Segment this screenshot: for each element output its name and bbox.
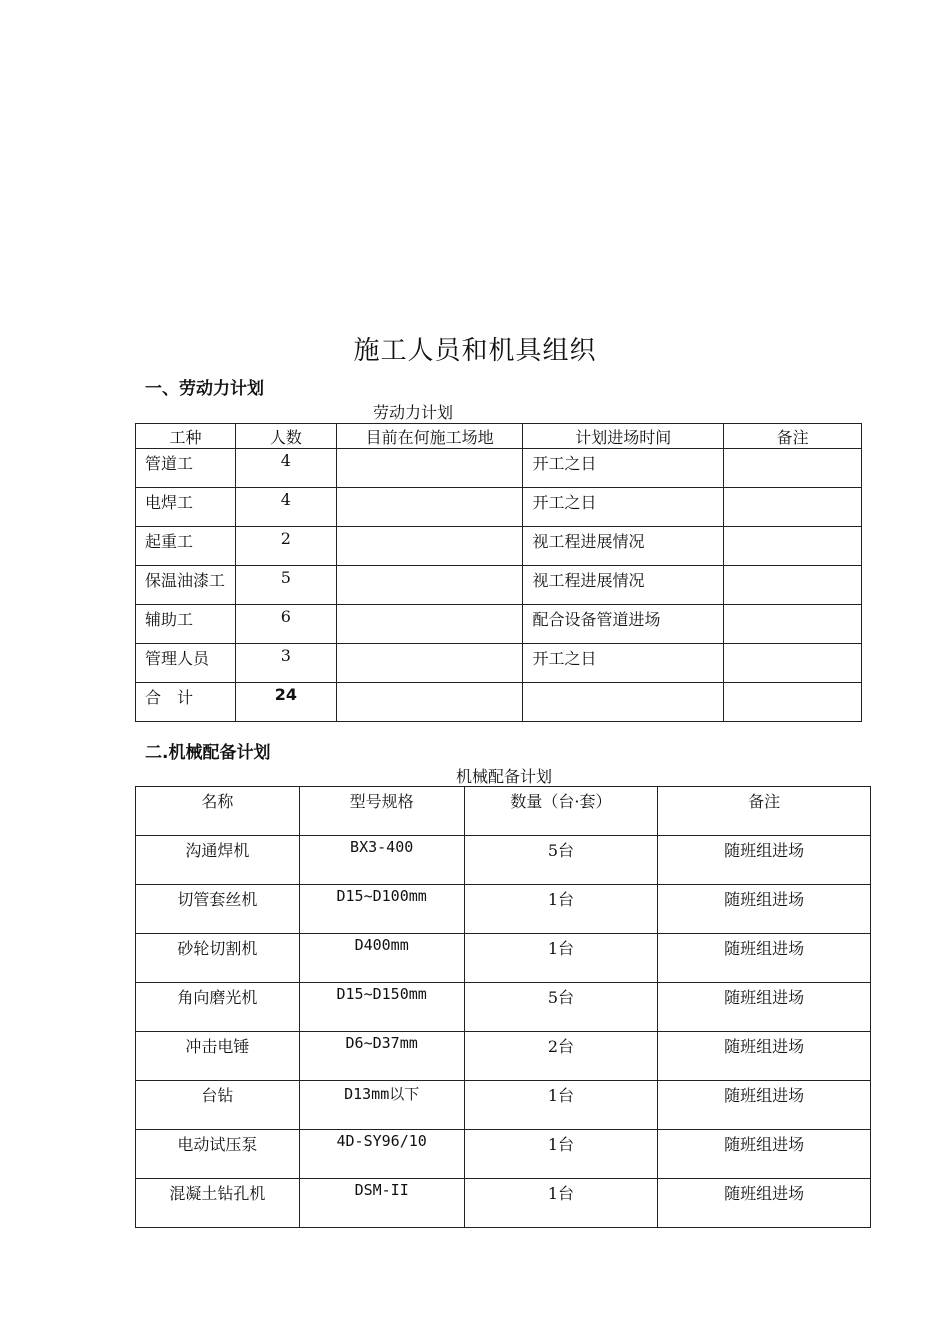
remarks-cell: 随班组进场	[658, 1032, 871, 1081]
machinery-plan-heading: 二.机械配备计划	[145, 743, 271, 763]
model-spec-cell: 4D-SY96/10	[299, 1130, 464, 1179]
labor-plan-heading: 一、劳动力计划	[145, 379, 264, 399]
quantity-cell: 1台	[464, 885, 658, 934]
quantity-cell: 1台	[464, 934, 658, 983]
site-cell	[336, 605, 523, 644]
quantity-cell: 1台	[464, 1130, 658, 1179]
entry-time-cell: 开工之日	[523, 488, 724, 527]
site-cell	[336, 488, 523, 527]
remarks-cell: 随班组进场	[658, 934, 871, 983]
machinery-plan-table	[135, 786, 871, 1228]
table-row	[136, 605, 862, 644]
remarks-cell	[724, 488, 862, 527]
quantity-cell: 1台	[464, 1081, 658, 1130]
entry-time-cell: 配合设备管道进场	[523, 605, 724, 644]
remarks-cell: 随班组进场	[658, 1081, 871, 1130]
table-row	[136, 566, 862, 605]
table-row	[136, 1081, 871, 1130]
table-row	[136, 1032, 871, 1081]
table-row	[136, 836, 871, 885]
entry-time-cell	[523, 683, 724, 722]
header-model-spec: 型号规格	[299, 787, 464, 836]
remarks-cell: 随班组进场	[658, 885, 871, 934]
remarks-cell: 随班组进场	[658, 1179, 871, 1228]
total-label: 合 计	[136, 683, 236, 722]
model-spec-cell: D15~D100mm	[299, 885, 464, 934]
remarks-cell: 随班组进场	[658, 1130, 871, 1179]
entry-time-cell: 视工程进展情况	[523, 566, 724, 605]
headcount-cell: 4	[235, 488, 336, 527]
headcount-cell: 5	[235, 566, 336, 605]
remarks-cell	[724, 683, 862, 722]
header-remarks: 备注	[658, 787, 871, 836]
model-spec-cell: BX3-400	[299, 836, 464, 885]
table-header-row	[136, 787, 871, 836]
machine-name-cell: 混凝土钻孔机	[136, 1179, 300, 1228]
labor-table-caption: 劳动力计划	[373, 403, 454, 422]
remarks-cell	[724, 566, 862, 605]
quantity-cell: 5台	[464, 836, 658, 885]
remarks-cell	[724, 644, 862, 683]
table-row	[136, 488, 862, 527]
header-headcount: 人数	[235, 424, 336, 449]
entry-time-cell: 开工之日	[523, 644, 724, 683]
machine-name-cell: 切管套丝机	[136, 885, 300, 934]
header-machine-name: 名称	[136, 787, 300, 836]
table-row	[136, 449, 862, 488]
remarks-cell	[724, 605, 862, 644]
trade-cell: 辅助工	[136, 605, 236, 644]
headcount-cell: 2	[235, 527, 336, 566]
machine-name-cell: 砂轮切割机	[136, 934, 300, 983]
table-row	[136, 1179, 871, 1228]
entry-time-cell: 开工之日	[523, 449, 724, 488]
entry-time-cell: 视工程进展情况	[523, 527, 724, 566]
headcount-cell: 3	[235, 644, 336, 683]
site-cell	[336, 566, 523, 605]
table-row	[136, 527, 862, 566]
machine-name-cell: 冲击电锤	[136, 1032, 300, 1081]
header-trade: 工种	[136, 424, 236, 449]
model-spec-cell: D400mm	[299, 934, 464, 983]
page-title: 施工人员和机具组织	[353, 336, 597, 366]
header-entry-time: 计划进场时间	[523, 424, 724, 449]
table-row	[136, 983, 871, 1032]
machine-name-cell: 电动试压泵	[136, 1130, 300, 1179]
remarks-cell	[724, 449, 862, 488]
machine-name-cell: 台钻	[136, 1081, 300, 1130]
model-spec-cell: D6~D37mm	[299, 1032, 464, 1081]
table-row	[136, 644, 862, 683]
site-cell	[336, 644, 523, 683]
trade-cell: 起重工	[136, 527, 236, 566]
remarks-cell: 随班组进场	[658, 983, 871, 1032]
machine-name-cell: 角向磨光机	[136, 983, 300, 1032]
model-spec-cell: D13mm以下	[299, 1081, 464, 1130]
trade-cell: 电焊工	[136, 488, 236, 527]
headcount-cell: 4	[235, 449, 336, 488]
total-headcount: 24	[235, 683, 336, 722]
remarks-cell	[724, 527, 862, 566]
table-row	[136, 934, 871, 983]
remarks-cell: 随班组进场	[658, 836, 871, 885]
model-spec-cell: D15~D150mm	[299, 983, 464, 1032]
quantity-cell: 2台	[464, 1032, 658, 1081]
header-remarks: 备注	[724, 424, 862, 449]
site-cell	[336, 527, 523, 566]
total-row	[136, 683, 862, 722]
site-cell	[336, 683, 523, 722]
quantity-cell: 5台	[464, 983, 658, 1032]
table-row	[136, 885, 871, 934]
trade-cell: 保温油漆工	[136, 566, 236, 605]
header-quantity: 数量（台·套）	[464, 787, 658, 836]
quantity-cell: 1台	[464, 1179, 658, 1228]
site-cell	[336, 449, 523, 488]
trade-cell: 管理人员	[136, 644, 236, 683]
labor-plan-table	[135, 423, 862, 722]
table-row	[136, 1130, 871, 1179]
headcount-cell: 6	[235, 605, 336, 644]
table-header-row	[136, 424, 862, 449]
machinery-table-caption: 机械配备计划	[456, 767, 553, 786]
trade-cell: 管道工	[136, 449, 236, 488]
model-spec-cell: DSM-II	[299, 1179, 464, 1228]
machine-name-cell: 沟通焊机	[136, 836, 300, 885]
header-current-site: 目前在何施工场地	[336, 424, 523, 449]
